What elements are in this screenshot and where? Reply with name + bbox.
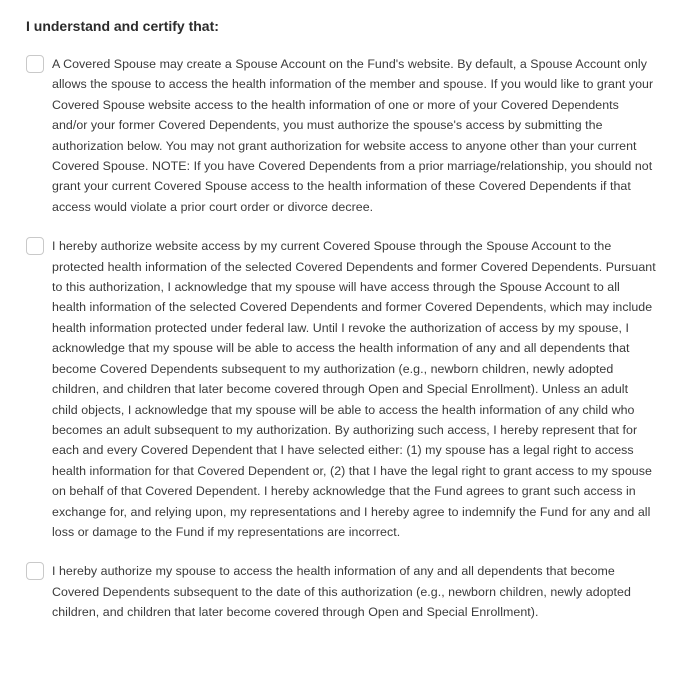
website-access-checkbox[interactable]	[26, 237, 44, 255]
spouse-account-checkbox[interactable]	[26, 55, 44, 73]
certification-text: I hereby authorize my spouse to access the health information of any and all dependents that become Covered Dependents subsequent to the date of this authorization (e.g., newborn children, newly adopted children, and children that later become covered through Open and Special Enrollment).	[52, 564, 631, 620]
certification-item-spouse-account	[26, 54, 656, 217]
certification-text: I hereby authorize website access by my current Covered Spouse through the Spouse Account to the protected health information of the selected Covered Dependents and former Covered Dependents. Pursuant to this authorization, I acknowledge that my spouse will have access through the Spouse Account to all health information of the selected Covered Dependents and former Covered Dependents, which may include health information protected under federal law. Until I revoke the authorization of access by my spouse, I acknowledge that my spouse will be able to access the health information of any and all dependents that become Covered Dependents subsequent to my authorization (e.g., newborn children, newly adopted children, and children that later become covered through Open and Special Enrollment). Unless an adult child objects, I acknowledge that my spouse will be able to access the health information of any child who becomes an adult subsequent to my authorization. By authorizing such access, I hereby represent that for each and every Covered Dependent that I have selected either: (1) my spouse has a legal right to access health information for that Covered Dependent or, (2) that I have the legal right to grant access to my spouse on behalf of that Covered Dependent. I hereby acknowledge that the Fund agrees to grant such access in exchange for, and relying upon, my representations and I hereby agree to indemnify the Fund for any and all loss or damage to the Fund if my representations are incorrect.	[52, 239, 656, 539]
certification-item-future-dependents	[26, 561, 656, 622]
certification-heading: I understand and certify that:	[26, 18, 219, 34]
future-dependents-checkbox[interactable]	[26, 562, 44, 580]
certification-item-website-access	[26, 236, 656, 542]
certification-text: A Covered Spouse may create a Spouse Account on the Fund's website. By default, a Spouse Account only allows the spouse to access the health information of the member and spouse. If you would like to grant your Covered Spouse website access to the health information of one or more of your Covered Dependents and/or your former Covered Dependents, you must authorize the spouse's access by submitting the authorization below. You may not grant authorization for website access to anyone other than your current Covered Spouse. NOTE: If you have Covered Dependents from a prior marriage/relationship, you should not grant your current Covered Spouse access to the health information of these Covered Dependents if that access would violate a prior court order or divorce decree.	[52, 57, 654, 214]
